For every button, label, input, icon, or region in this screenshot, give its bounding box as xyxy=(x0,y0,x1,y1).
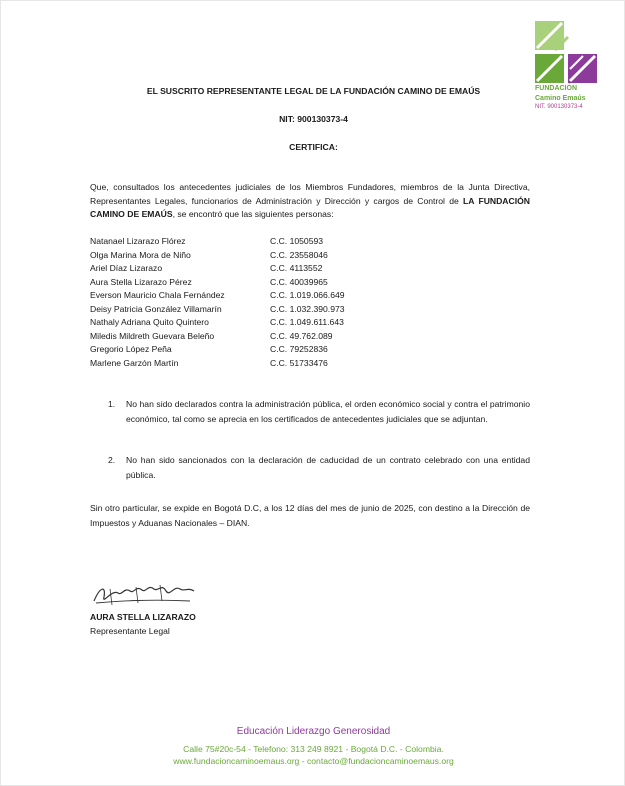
person-name: Olga Marina Mora de Niño xyxy=(90,249,191,260)
footer-tagline: Educación Liderazgo Generosidad xyxy=(236,726,391,737)
person-row xyxy=(90,276,390,290)
person-row xyxy=(90,343,390,357)
logo-name-line1: FUNDACIÓN xyxy=(535,85,577,92)
logo-mark-icon xyxy=(535,21,597,83)
declaration-number: 2. xyxy=(108,455,116,465)
declaration-item xyxy=(108,397,530,427)
person-name: Everson Mauricio Chala Fernández xyxy=(90,290,225,300)
person-row xyxy=(90,262,390,276)
signer-role: Representante Legal xyxy=(90,626,170,636)
certifies-heading: CERTIFICA: xyxy=(289,142,338,152)
document-nit: NIT: 900130373-4 xyxy=(279,114,348,124)
declaration-item xyxy=(108,453,530,483)
logo-name-line2: Camino Emaús xyxy=(535,95,586,102)
person-name: Aura Stella Lizarazo Pérez xyxy=(90,276,192,287)
person-name: Miledis Mildreth Guevara Beleño xyxy=(90,330,215,341)
person-name: Gregorio López Peña xyxy=(90,344,172,354)
person-row xyxy=(90,330,390,344)
person-name: Ariel Díaz Lizarazo xyxy=(90,263,163,273)
person-id: C.C. 1.049.611.643 xyxy=(270,317,344,327)
person-row xyxy=(90,303,390,317)
person-id: C.C. 40039965 xyxy=(270,276,328,287)
intro-paragraph xyxy=(90,181,530,222)
person-row xyxy=(90,235,390,249)
person-id: C.C. 1.019.066.649 xyxy=(270,290,345,300)
footer-contact: www.fundacioncaminoemaus.org - contacto@fundacioncaminoemaus.org xyxy=(173,756,454,766)
foundation-logo xyxy=(535,21,597,111)
declaration-text: No han sido declarados contra la administración pública, el orden económico social y contra el patrimonio económico, tal como se aprecia en los certificados de antecedentes judiciales que se adjuntan. xyxy=(126,399,530,424)
person-name: Deisy Patricia González Villamarín xyxy=(90,303,222,314)
person-id: C.C. 4113552 xyxy=(270,263,323,273)
intro-text-end: , se encontró que las siguientes personas: xyxy=(172,209,334,219)
person-id: C.C. 23558046 xyxy=(270,249,328,260)
person-id: C.C. 49.762.089 xyxy=(270,330,333,341)
person-row xyxy=(90,316,390,330)
intro-text-start: Que, consultados los antecedentes judiciales de los Miembros Fundadores, miembros de la Junta Directiva, Representantes Legales, funcionarios de Administración y Dirección y cargos de Control de xyxy=(90,182,530,206)
closing-paragraph: Sin otro particular, se expide en Bogotá D.C, a los 12 días del mes de junio de 2025, con destino a la Dirección de Impuestos y Aduanas Nacionales – DIAN. xyxy=(90,503,530,528)
person-id: C.C. 1.032.390.973 xyxy=(270,303,345,314)
declaration-text: No han sido sancionados con la declaración de caducidad de un contrato celebrado con una entidad pública. xyxy=(126,455,530,480)
declaration-number: 1. xyxy=(108,399,116,409)
document-title: EL SUSCRITO REPRESENTANTE LEGAL DE LA FUNDACIÓN CAMINO DE EMAÚS xyxy=(146,86,481,96)
person-id: C.C. 1050593 xyxy=(270,236,324,246)
person-name: Marlene Garzón Martín xyxy=(90,357,179,368)
people-list xyxy=(90,235,390,370)
person-name: Natanael Lizarazo Flórez xyxy=(90,236,186,246)
handwritten-signature xyxy=(90,579,200,611)
person-id: C.C. 79252836 xyxy=(270,344,328,354)
footer-address: Calle 75#20c-54 - Telefono: 313 249 8921 - Bogotá D.C. - Colombia. xyxy=(183,744,444,754)
intro-foundation-name: LA FUNDACIÓN CAMINO DE EMAÚS xyxy=(90,195,530,219)
signer-name: AURA STELLA LIZARAZO xyxy=(90,612,196,622)
logo-nit: NIT. 900130373-4 xyxy=(535,104,583,110)
person-row xyxy=(90,249,390,263)
person-id: C.C. 51733476 xyxy=(270,357,328,368)
person-row xyxy=(90,289,390,303)
person-row xyxy=(90,357,390,371)
person-name: Nathaly Adriana Quito Quintero xyxy=(90,317,209,327)
